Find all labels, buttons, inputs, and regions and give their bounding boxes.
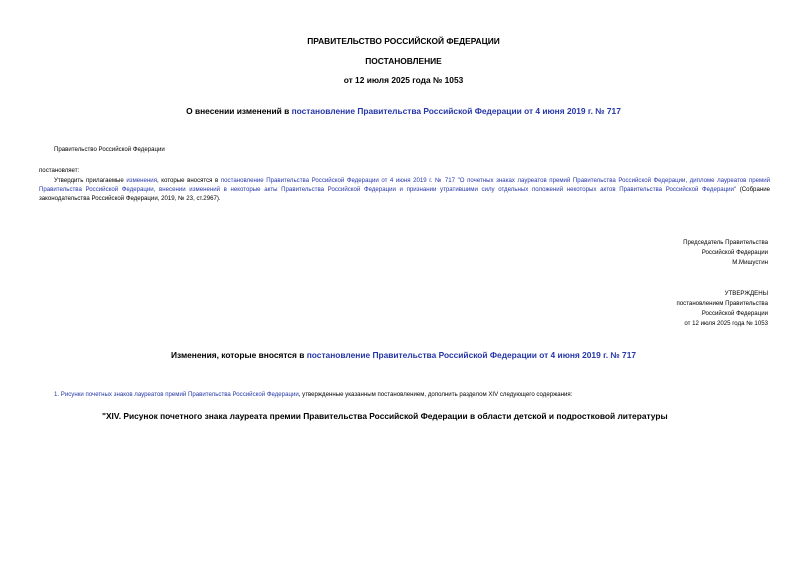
signature-name: М.Мишустин [732, 259, 768, 266]
item-1 [54, 391, 572, 400]
approved-block [676, 289, 768, 329]
changes-link[interactable]: изменения [126, 176, 157, 184]
item-1-number: 1. [54, 391, 61, 398]
government-line: Правительство Российской Федерации [54, 146, 165, 153]
changes-title [0, 350, 807, 360]
approved-label: УТВЕРЖДЕНЫ [724, 290, 768, 297]
approve-text-mid: , которые вносятся в [157, 176, 221, 184]
signature-position-line1: Председатель Правительства [683, 239, 768, 246]
approved-line2: Российской Федерации [701, 310, 768, 317]
approved-line3: от 12 июля 2025 года № 1053 [684, 320, 768, 327]
item-1-text: , утвержденные указанным постановлением, дополнить разделом XIV следующего содержания: [298, 391, 573, 398]
decree-717-link[interactable]: постановление Правительства Российской Федерации от 4 июня 2019 г. № 717 "О почетных знаках лауреатов премий Правительства Российской Федерации, дипломе лауреатов премий Правительства Российской Федерации, внесении изменений в некоторые акты Правительства Российской Федерации и признании утратившими силу отдельных положений некоторых актов Правительства Российской Федерации" [39, 176, 770, 193]
subject-prefix: О внесении изменений в [186, 106, 292, 116]
item-1-drawings-link[interactable]: Рисунки почетных знаков лауреатов премий Правительства Российской Федерации [60, 391, 299, 398]
section-xiv-title: "XIV. Рисунок почетного знака лауреата премии Правительства Российской Федерации в области детской и подростковой литературы [102, 411, 668, 421]
subject-decree-link[interactable]: постановление Правительства Российской Федерации от 4 июня 2019 г. № 717 [291, 106, 621, 116]
publication-source: (Собрание законодательства Российской Федерации, 2019, № 23, ст.2967). [39, 185, 770, 203]
approved-line1: постановлением Правительства [676, 300, 768, 307]
document-subject [0, 106, 807, 116]
approve-paragraph [39, 176, 770, 204]
government-title: ПРАВИТЕЛЬСТВО РОССИЙСКОЙ ФЕДЕРАЦИИ [307, 36, 500, 46]
decides-label: постановляет: [39, 167, 80, 174]
document-type: ПОСТАНОВЛЕНИЕ [365, 56, 442, 66]
approve-word: Утвердить прилагаемые [54, 176, 124, 184]
changes-title-prefix: Изменения, которые вносятся в [170, 350, 307, 360]
signature-block [683, 238, 768, 268]
document-date-number: от 12 июля 2025 года № 1053 [343, 75, 464, 85]
changes-title-decree-link[interactable]: постановление Правительства Российской Федерации от 4 июня 2019 г. № 717 [306, 350, 637, 360]
signature-position-line2: Российской Федерации [701, 249, 768, 256]
